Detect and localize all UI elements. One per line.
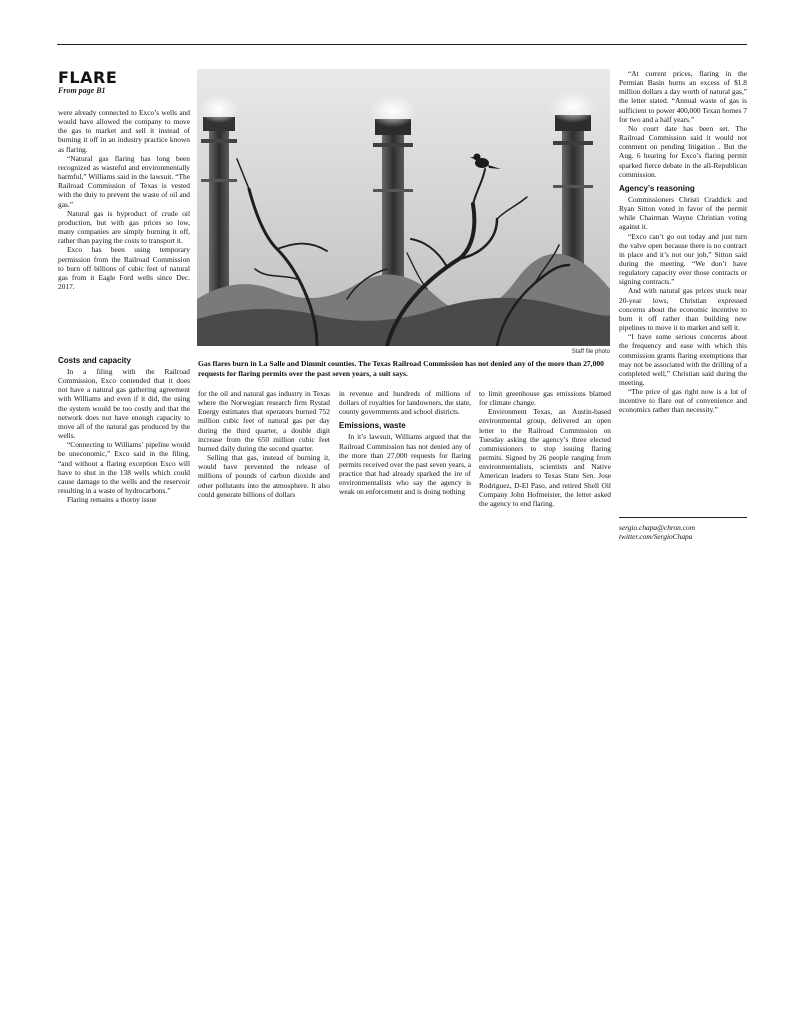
jump-line: From page B1 [58, 86, 106, 95]
subhead: Costs and capacity [58, 356, 131, 365]
author-twitter[interactable]: twitter.com/SergioChapa [619, 532, 693, 542]
column-1-continued [58, 351, 190, 504]
paragraph: in revenue and hundreds of millions of dollars of royalties for landowners, the state, county governments and school districts. [339, 389, 471, 417]
paragraph: Exco has been using temporary permission from the Railroad Commission to burn off billions of cubic feet of natural gas from it Eagle Ford wells since Dec. 2017. [58, 245, 190, 291]
column-5 [619, 69, 747, 415]
paragraph: “Natural gas flaring has long been recognized as wasteful and environmentally harmful,” Williams said in the lawsuit. “The Railroad Commission of Texas is vested with the duty to prevent the waste of oil and gas.” [58, 153, 190, 209]
signoff-rule [619, 517, 747, 518]
story-slug: FLARE [58, 68, 118, 87]
subhead: Emissions, waste [339, 421, 406, 431]
photo-gas-flares-bird [197, 69, 610, 346]
photo-caption: Gas flares burn in La Salle and Dimmit counties. The Texas Railroad Commission has not denied any of the more than 27,000 requests for flaring permits over the past seven years, a suit says. [198, 359, 604, 378]
subhead: Agency’s reasoning [619, 183, 695, 193]
paragraph: “Exco can’t go out today and just turn the valve open because there is no contract in place and it’s not our job,” Sitton said during the meeting. “We don’t have regulatory capacity over those contracts or signing contracts.” [619, 231, 747, 287]
column-3 [339, 389, 471, 497]
paragraph: In it’s lawsuit, Williams argued that the Railroad Commission has not denied any of the more than 27,000 requests for flaring permits received over the past seven years, a practice that had already sparked the ire of environmentalists who say the agency is weak on enforcement and is doing nothing [339, 432, 471, 497]
column-4 [479, 389, 611, 508]
paragraph: “At current prices, flaring in the Permian Basin burns an excess of $1.8 million dollars a day worth of natural gas,” the letter stated. “Annual waste of gas is sufficient to power 400,000 Texan homes 7 for two and a half years.” [619, 69, 747, 124]
paragraph: Environment Texas, an Austin-based environmental group, delivered an open letter to the Railroad Commission on Tuesday asking the agency’s three elected commissioners to stop issuing flaring permits. Signed by 26 people ranging from environmentalists, scientists and Native American leaders to Texas State Sen. Jose Rodriguez, D-El Paso, and retired Shell Oil Company John Hofmeister, the letter asked the agency to end flaring. [479, 407, 611, 508]
paragraph: No court date has been set. The Railroad Commission said it would not comment on pending litigation . But the Aug. 6 hearing for Exco’s flaring permit sparked fierce debate in the all-Republican commission. [619, 123, 747, 179]
author-email[interactable]: sergio.chapa@chron.com [619, 523, 696, 532]
paragraph: In a filing with the Railroad Commission, Exco contended that it does not have a natural gas gathering agreement with Williams and even if it did, the using the system would be too costly and that the network does not have enough capacity to move all of the natural gas produced by the wells. [58, 367, 190, 441]
author-signoff [619, 523, 747, 542]
column-2 [198, 389, 330, 499]
paragraph: And with natural gas prices stuck near 20-year lows, Christian expressed concerns about the economic incentive to burn it off rather than building new pipelines to move it to market and sell it. [619, 286, 747, 333]
photo-credit: Staff file photo [571, 349, 610, 355]
paragraph: were already connected to Exco’s wells and would have allowed the company to move the gas to market and sell it instead of burning it off in an industry practice known as flaring. [58, 108, 190, 154]
news-photo [197, 69, 610, 346]
top-rule [57, 44, 747, 45]
paragraph: “I have some serious concerns about the frequency and ease with which this commission grants flaring exemptions that may not be associated with the drilling of a completed well,” Christian said during the meeting. [619, 332, 747, 387]
paragraph: Natural gas is byproduct of crude oil production, but with gas prices so low, many companies are simply burning it off, rather than paying the costs to transport it. [58, 208, 190, 246]
paragraph: Flaring remains a thorny issue [67, 495, 157, 505]
paragraph: to limit greenhouse gas emissions blamed for climate change. [479, 389, 611, 408]
paragraph: for the oil and natural gas industry in Texas where the Norwegian research firm Rystad Energy estimates that operators burned 752 million cubic feet of natural gas per day during the third quarter, a double digit increase from the 650 million cubic feet burned daily during the second quarter. [198, 389, 330, 453]
paragraph: “The price of gas right now is a lot of incentive to flare out of convenience and economics rather than necessity.” [619, 387, 747, 415]
paragraph: Commissioners Christi Craddick and Ryan Sitton voted in favor of the permit while Chairman Wayne Christian voting against it. [619, 194, 747, 232]
paragraph: Selling that gas, instead of burning it, would have prevented the release of millions of pounds of carbon dioxide and other pollutants into the atmosphere. It also could generate billions of dollars [198, 453, 330, 499]
paragraph: “Connecting to Williams’ pipeline would be uneconomic,” Exco said in the filing, “and without a flaring exception Exco will have to shut in the 138 wells which could cause damage to the wells and the reservoir resulting in a waste of hydrocarbons.” [58, 440, 190, 496]
column-1 [58, 108, 190, 291]
